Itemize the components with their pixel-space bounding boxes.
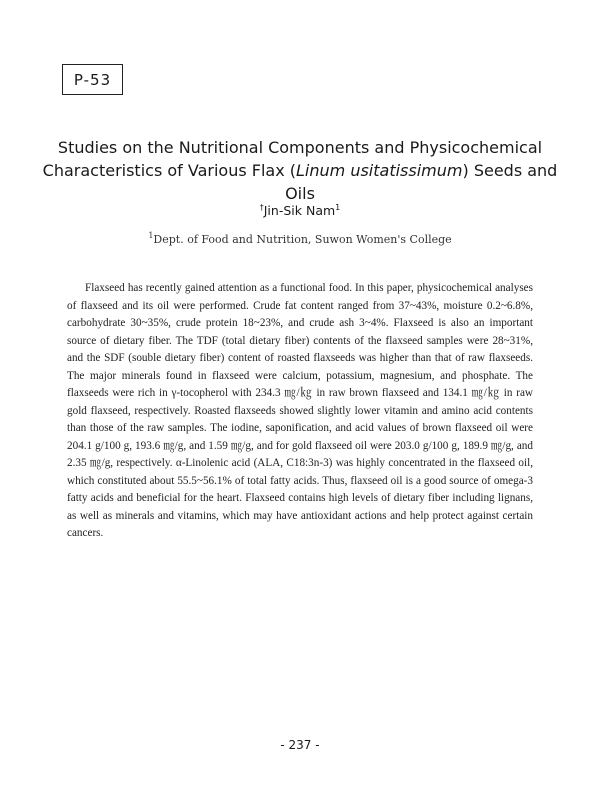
- page-number: - 237 -: [280, 738, 320, 752]
- corresponding-author-mark: †: [259, 203, 264, 212]
- author-line: [0, 203, 600, 218]
- title-species-name: Linum usitatissimum: [296, 161, 463, 180]
- poster-number-label: P-53: [62, 64, 123, 95]
- abstract-paragraph: Flaxseed has recently gained attention as a functional food. In this paper, physicochemical analyses of flaxseed and its oil were performed. Crude fat content ranged from 37~43%, moisture 0.2~6.8%, carbohydrate 30~35%, crude protein 18~23%, and crude ash 3~4%. Flaxseed is also an important source of dietary fiber. The TDF (total dietary fiber) contents of the flaxseed samples were 28~31%, and the SDF (souble dietary fiber) content of roasted flaxseeds was higher than that of raw flaxseeds. The major minerals found in flaxseed were calcium, potassium, magnesium, and phosphate. The flaxseeds were rich in γ-tocopherol with 234.3 ㎎/㎏ in raw brown flaxseed and 134.1 ㎎/㎏ in raw gold flaxseed, respectively. Roasted flaxseeds showed slightly lower vitamin and amino acid contents than those of the raw samples. The iodine, saponification, and acid values of brown flaxseed oil were 204.1 g/100 g, 193.6 ㎎/g, and 1.59 ㎎/g, and for gold flaxseed oil were 203.0 g/100 g, 189.9 ㎎/g, and 2.35 ㎎/g, respectively. α-Linolenic acid (ALA, C18:3n-3) was highly concentrated in the flaxseed oil, which constituted about 55.5~56.1% of total fatty acids. Thus, flaxseed oil is a good source of omega-3 fatty acids and beneficial for the heart. Flaxseed contains high levels of dietary fiber including lignans, as well as minerals and vitamins, which may have antioxidant actions and help protect against certain cancers.: [67, 282, 533, 539]
- author-affiliation-superscript: 1: [335, 203, 341, 212]
- affiliation: [0, 231, 600, 246]
- title-prefix: Characteristics of Various Flax (: [42, 161, 297, 180]
- affiliation-text: Dept. of Food and Nutrition, Suwon Women's College: [153, 233, 452, 246]
- affiliation-superscript: 1: [148, 231, 154, 240]
- paper-title-line-1: Studies on the Nutritional Components and Physicochemical: [57, 138, 543, 157]
- paper-title-line-2: [40, 159, 560, 205]
- author-name: Jin-Sik Nam: [263, 203, 336, 218]
- title-suffix: ) Seeds and Oils: [285, 161, 558, 203]
